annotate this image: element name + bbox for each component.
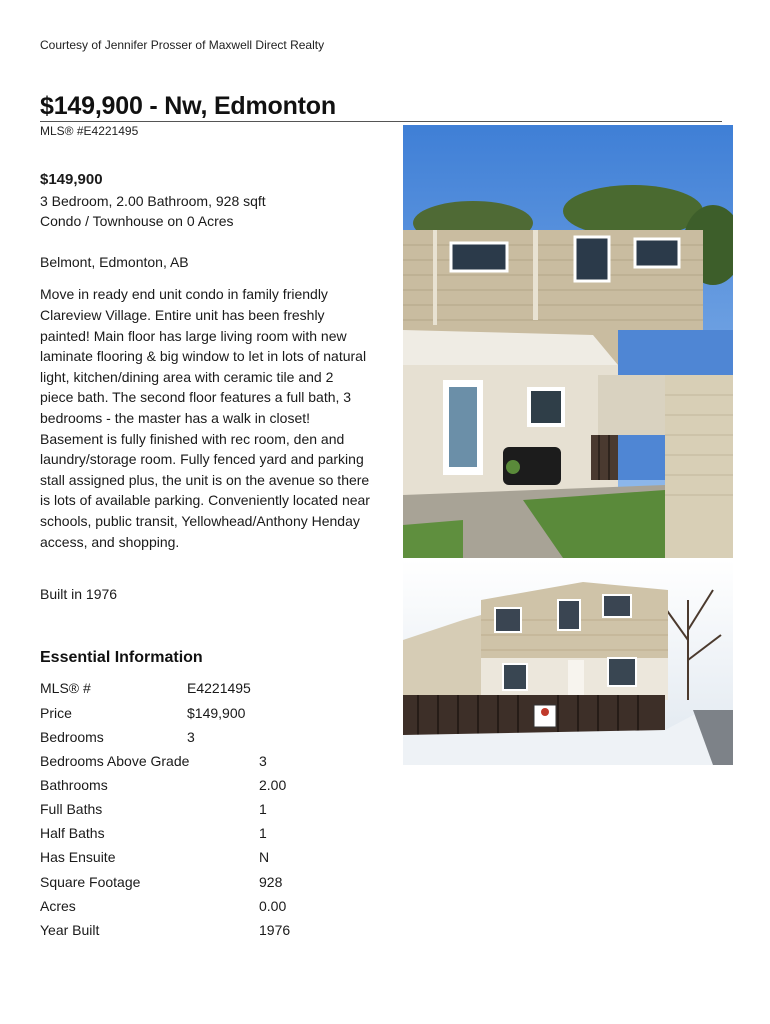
courtesy-line: Courtesy of Jennifer Prosser of Maxwell Direct Realty <box>40 38 325 52</box>
info-label: Full Baths <box>40 801 103 817</box>
info-row-square-footage <box>40 874 283 890</box>
info-value: 1 <box>259 801 267 817</box>
info-label: Has Ensuite <box>40 849 116 865</box>
essential-info-heading: Essential Information <box>40 649 203 666</box>
listing-title: $149,900 - Nw, Edmonton <box>40 92 336 120</box>
info-value: 3 <box>187 729 195 745</box>
townhouse-summer-image <box>403 125 733 558</box>
info-label: Bedrooms <box>40 729 104 745</box>
info-value: $149,900 <box>187 705 246 721</box>
info-value: 1976 <box>259 922 291 938</box>
info-row-acres <box>40 898 287 914</box>
listing-description: Move in ready end unit condo in family friendly Clareview Village. Entire unit has been freshly painted! Main floor has large living room with new laminate flooring & big window to let in lots of natural light, kitchen/dining area with ceramic tile and 2 piece bath. The second floor features a full bath, 3 bedrooms - the master has a walk in closet! Basement is fully finished with rec room, den and laundry/storage room. Fully fenced yard and parking stall assigned plus, the unit is on the avenue so there is lots of available parking. Conveniently located near schools, public transit, Yellowhead/Anthony Henday access, and shopping. <box>40 286 370 550</box>
townhouse-winter-image <box>403 560 733 765</box>
info-row-bedrooms <box>40 729 195 745</box>
info-label: Price <box>40 705 72 721</box>
listing-summary <box>40 170 370 605</box>
info-label: Square Footage <box>40 874 141 890</box>
info-row-bedrooms-above-grade <box>40 753 267 769</box>
info-value: N <box>259 849 270 865</box>
title-divider <box>40 121 722 122</box>
listing-photo-winter <box>403 560 733 765</box>
mls-number: MLS® #E4221495 <box>40 124 139 138</box>
info-label: Year Built <box>40 922 100 938</box>
info-row-year-built <box>40 922 291 938</box>
info-label: Acres <box>40 898 76 914</box>
info-value: 1 <box>259 825 267 841</box>
info-value: 928 <box>259 874 283 890</box>
info-label: MLS® # <box>40 680 91 696</box>
built-year-line: Built in 1976 <box>40 586 118 603</box>
info-value: 3 <box>259 753 267 769</box>
info-label: Bedrooms Above Grade <box>40 753 190 769</box>
summary-gap <box>40 232 370 252</box>
info-row-full-baths <box>40 801 267 817</box>
info-row-mls <box>40 680 251 696</box>
info-row-has-ensuite <box>40 849 270 865</box>
info-row-bathrooms <box>40 777 287 793</box>
summary-specs: 3 Bedroom, 2.00 Bathroom, 928 sqft <box>40 192 266 209</box>
info-label: Bathrooms <box>40 777 108 793</box>
info-value: 0.00 <box>259 898 287 914</box>
info-value: E4221495 <box>187 680 251 696</box>
info-value: 2.00 <box>259 777 287 793</box>
summary-location: Belmont, Edmonton, AB <box>40 253 189 270</box>
info-row-price <box>40 705 246 721</box>
info-row-half-baths <box>40 825 267 841</box>
summary-type: Condo / Townhouse on 0 Acres <box>40 213 234 230</box>
summary-price: $149,900 <box>40 171 103 188</box>
info-label: Half Baths <box>40 825 105 841</box>
listing-photo-main <box>403 125 733 558</box>
